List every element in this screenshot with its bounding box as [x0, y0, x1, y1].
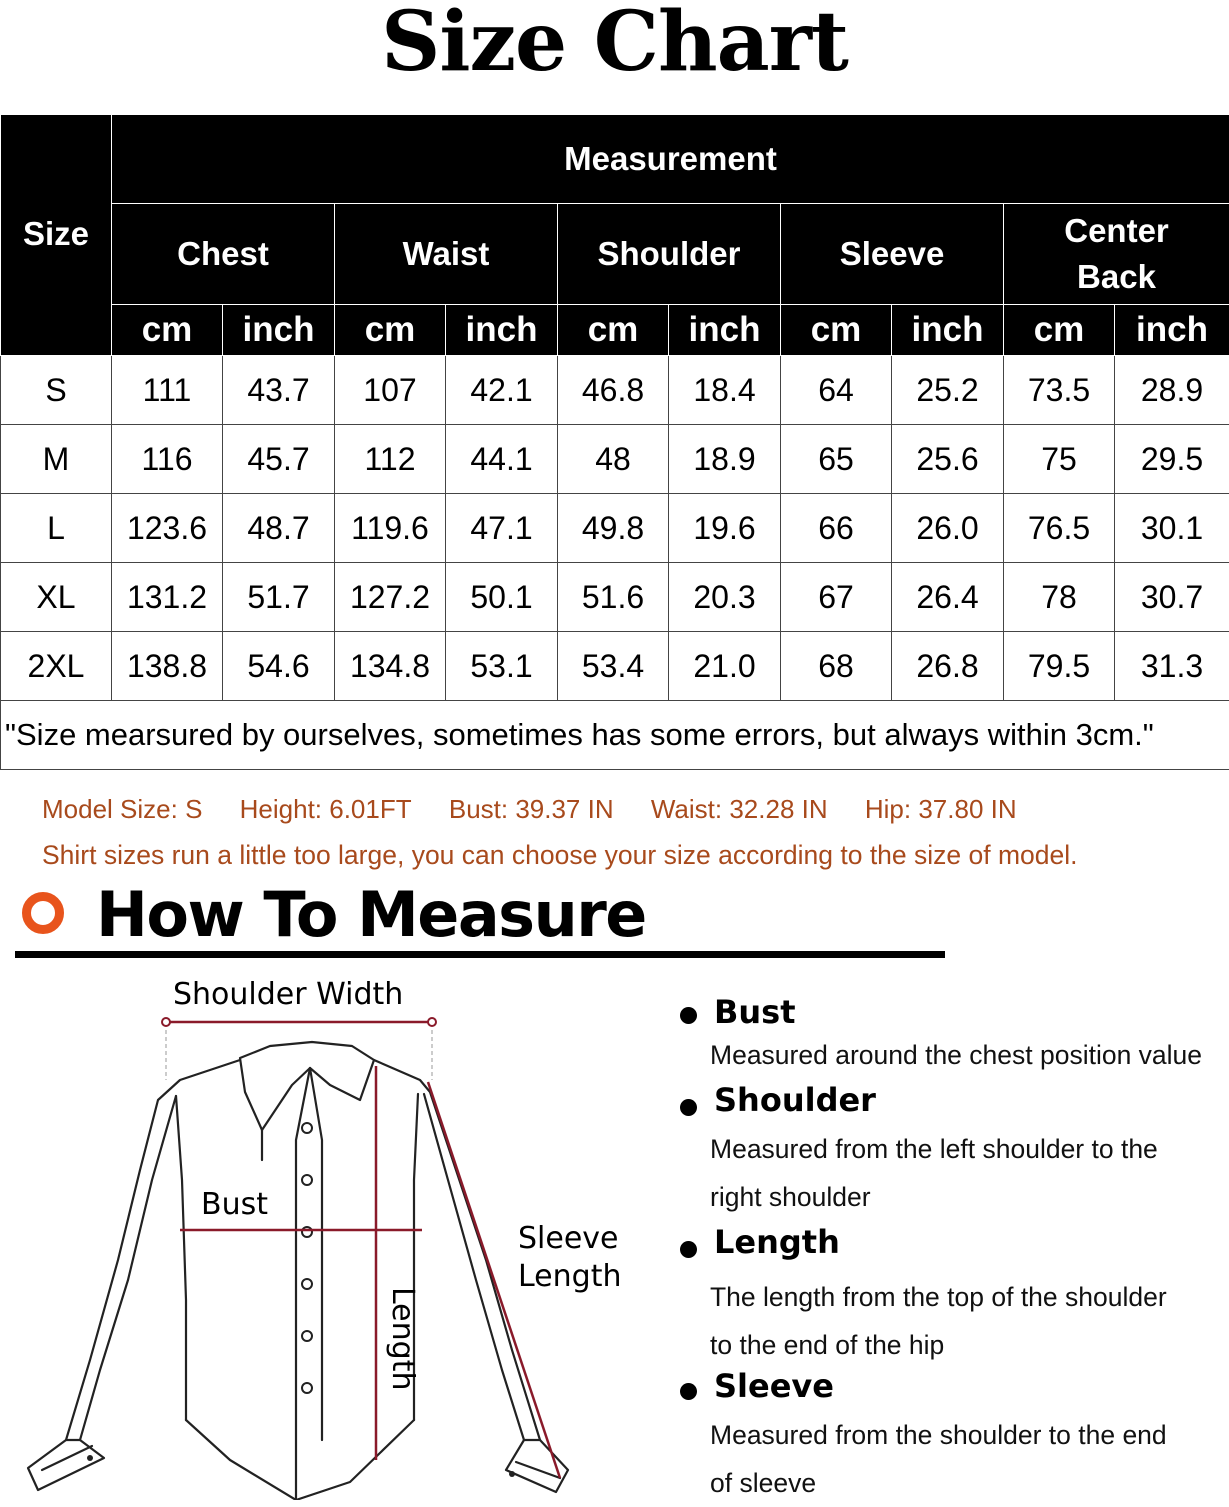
model-info [42, 794, 1047, 825]
table-row [1, 563, 1229, 632]
value-cell: 31.3 [1115, 632, 1229, 701]
value-cell: 25.6 [892, 425, 1004, 494]
value-cell: 29.5 [1115, 425, 1229, 494]
bullet-icon [680, 1241, 697, 1258]
heading-underline [15, 951, 945, 958]
value-cell: 79.5 [1004, 632, 1115, 701]
length-label: Length [384, 1287, 420, 1390]
value-cell: 20.3 [669, 563, 781, 632]
unit-inch: inch [223, 305, 335, 356]
value-cell: 53.1 [446, 632, 558, 701]
unit-inch: inch [892, 305, 1004, 356]
guide-title: Sleeve [714, 1367, 834, 1405]
col-header-chest: Chest [112, 204, 335, 305]
value-cell: 51.7 [223, 563, 335, 632]
col-header-sleeve: Sleeve [781, 204, 1004, 305]
value-cell: 30.1 [1115, 494, 1229, 563]
sleeve-label-line1: Sleeve [518, 1221, 619, 1257]
unit-inch: inch [669, 305, 781, 356]
value-cell: 44.1 [446, 425, 558, 494]
table-row [1, 356, 1229, 425]
guide-title: Shoulder [714, 1081, 876, 1119]
unit-inch: inch [446, 305, 558, 356]
value-cell: 18.4 [669, 356, 781, 425]
size-cell: L [1, 494, 112, 563]
ring-icon [22, 892, 64, 934]
measurement-header: Measurement [112, 115, 1229, 204]
value-cell: 112 [335, 425, 446, 494]
table-note-row [1, 701, 1229, 770]
guide-desc: Measured from the left shoulder to the [710, 1125, 1229, 1173]
value-cell: 65 [781, 425, 892, 494]
value-cell: 73.5 [1004, 356, 1115, 425]
guide-desc: The length from the top of the shoulder [710, 1273, 1229, 1321]
value-cell: 18.9 [669, 425, 781, 494]
table-row [1, 632, 1229, 701]
guide-desc: of sleeve [710, 1459, 1229, 1507]
value-cell: 25.2 [892, 356, 1004, 425]
model-size: Model Size: S [42, 794, 202, 824]
value-cell: 138.8 [112, 632, 223, 701]
guide-title: Length [714, 1223, 840, 1261]
unit-cm: cm [1004, 305, 1115, 356]
value-cell: 49.8 [558, 494, 669, 563]
unit-cm: cm [112, 305, 223, 356]
value-cell: 54.6 [223, 632, 335, 701]
guide-desc: right shoulder [710, 1173, 1229, 1221]
model-note: Shirt sizes run a little too large, you can choose your size according to the size of model. [42, 840, 1078, 871]
bullet-icon [680, 1383, 697, 1400]
value-cell: 68 [781, 632, 892, 701]
bust-label: Bust [201, 1187, 268, 1223]
value-cell: 123.6 [112, 494, 223, 563]
unit-cm: cm [558, 305, 669, 356]
value-cell: 119.6 [335, 494, 446, 563]
col-header-center-back: Center Back [1004, 204, 1229, 305]
model-height: Height: 6.01FT [240, 794, 412, 824]
value-cell: 67 [781, 563, 892, 632]
sleeve-label-line2: Length [518, 1259, 621, 1295]
page-title: Size Chart [0, 0, 1229, 90]
value-cell: 53.4 [558, 632, 669, 701]
size-cell: M [1, 425, 112, 494]
value-cell: 51.6 [558, 563, 669, 632]
value-cell: 28.9 [1115, 356, 1229, 425]
model-bust: Bust: 39.37 IN [449, 794, 614, 824]
value-cell: 50.1 [446, 563, 558, 632]
bullet-icon [680, 1007, 697, 1024]
guide-desc: Measured around the chest position value [710, 1031, 1229, 1079]
value-cell: 48.7 [223, 494, 335, 563]
col-header-waist: Waist [335, 204, 558, 305]
value-cell: 21.0 [669, 632, 781, 701]
value-cell: 46.8 [558, 356, 669, 425]
value-cell: 45.7 [223, 425, 335, 494]
value-cell: 111 [112, 356, 223, 425]
unit-inch: inch [1115, 305, 1229, 356]
value-cell: 26.0 [892, 494, 1004, 563]
table-row [1, 425, 1229, 494]
guide-desc: Measured from the shoulder to the end [710, 1411, 1229, 1459]
how-to-measure-title: How To Measure [96, 878, 646, 951]
value-cell: 75 [1004, 425, 1115, 494]
size-table [0, 114, 1229, 770]
value-cell: 127.2 [335, 563, 446, 632]
value-cell: 64 [781, 356, 892, 425]
value-cell: 30.7 [1115, 563, 1229, 632]
value-cell: 47.1 [446, 494, 558, 563]
size-cell: 2XL [1, 632, 112, 701]
model-waist: Waist: 32.28 IN [651, 794, 828, 824]
size-header: Size [1, 115, 112, 356]
table-row [1, 494, 1229, 563]
size-cell: XL [1, 563, 112, 632]
value-cell: 19.6 [669, 494, 781, 563]
shoulder-width-label: Shoulder Width [173, 977, 403, 1013]
value-cell: 43.7 [223, 356, 335, 425]
model-hip: Hip: 37.80 IN [865, 794, 1017, 824]
value-cell: 48 [558, 425, 669, 494]
value-cell: 107 [335, 356, 446, 425]
col-header-shoulder: Shoulder [558, 204, 781, 305]
value-cell: 116 [112, 425, 223, 494]
value-cell: 42.1 [446, 356, 558, 425]
value-cell: 131.2 [112, 563, 223, 632]
value-cell: 76.5 [1004, 494, 1115, 563]
shirt-diagram [0, 965, 660, 1500]
size-cell: S [1, 356, 112, 425]
guide-desc: to the end of the hip [710, 1321, 1229, 1369]
guide-title: Bust [714, 993, 796, 1031]
value-cell: 134.8 [335, 632, 446, 701]
unit-cm: cm [781, 305, 892, 356]
bullet-icon [680, 1099, 697, 1116]
value-cell: 26.4 [892, 563, 1004, 632]
value-cell: 66 [781, 494, 892, 563]
value-cell: 78 [1004, 563, 1115, 632]
unit-cm: cm [335, 305, 446, 356]
measurement-note: "Size mearsured by ourselves, sometimes has some errors, but always within 3cm." [1, 701, 1229, 770]
value-cell: 26.8 [892, 632, 1004, 701]
